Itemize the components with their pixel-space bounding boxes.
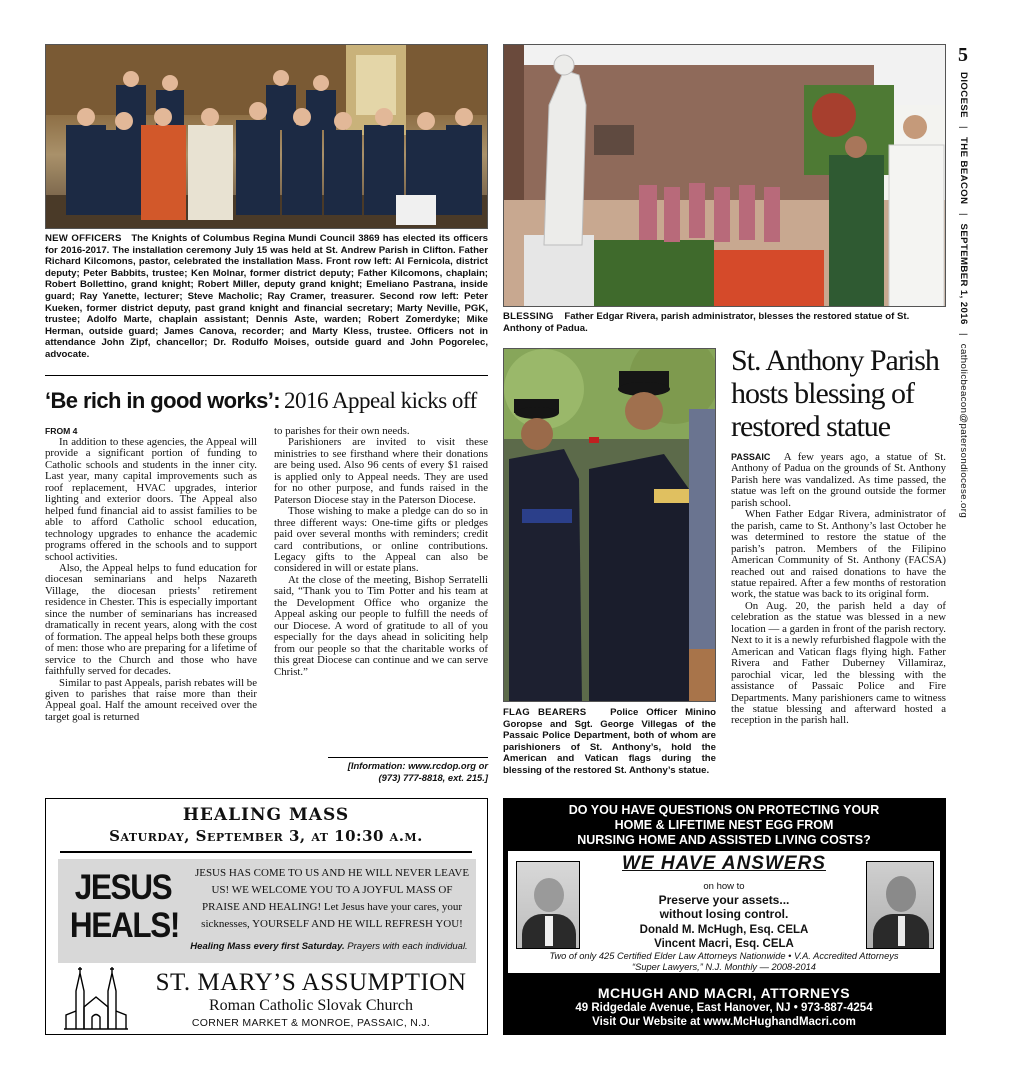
law-ad-question-line: HOME & LIFETIME NEST EGG FROM [614, 818, 834, 832]
appeal-jump-from: FROM 4 [45, 426, 78, 436]
flag-bearers-caption-text: Police Officer Minino Goropse and Sgt. George Villegas of the Passaic Police Department, both of whom are parishioners of St. Anthony’s, hold the American and Vatican flags during the blessing of the restored St. Anthony’s statue. [503, 707, 717, 776]
law-ad-question [504, 803, 944, 848]
blessing-photo-illustration [504, 45, 946, 307]
law-ad-names [588, 923, 860, 951]
law-ad-attorney-name: Donald M. McHugh, Esq. CELA [639, 924, 809, 936]
appeal-headline-bold: ‘Be rich in good works’: [45, 388, 280, 413]
appeal-paragraph: Similar to past Appeals, parish rebates will be given to parishes that raise more than their Appeal goal. Half the amount received over the target goal is returned [45, 676, 257, 723]
attorney-photo-macri [866, 861, 934, 949]
law-ad-panel [508, 851, 940, 973]
running-head-section: DIOCESE [958, 72, 969, 118]
healing-mass-panel [58, 859, 476, 963]
appeal-column-2 [274, 426, 488, 678]
statue-paragraph: A few years ago, a statue of St. Anthony of Padua on the grounds of St. Anthony Parish here was vandalized. As time passed, the statue was left on the ground outside the former parish school. [731, 451, 946, 509]
statue-headline-line: St. Anthony Parish [731, 344, 939, 377]
church-address: CORNER MARKET & MONROE, PASSAIC, N.J. [191, 1017, 431, 1029]
law-ad-preserve [588, 893, 860, 921]
page-number: 5 [958, 44, 968, 66]
healing-mass-ad [45, 798, 488, 1035]
law-ad-credentials-line: “Super Lawyers,” N.J. Monthly — 2008-2014 [632, 961, 816, 972]
jesus-heals-line: JESUS [74, 868, 172, 907]
running-head-email: catholicbeacon@patersondiocese.org [958, 343, 969, 519]
healing-mass-body: JESUS HAS COME TO US AND HE WILL NEVER LEAVE US! WE WELCOME YOU TO A JOYFUL MASS OF PRAISE AND HEALING! Let Jesus have your cares, your sicknesses, YOURSELF AND HE WILL REFRESH YOU! [194, 867, 470, 930]
blessing-photo [503, 44, 946, 307]
law-ad-preserve-line: Preserve your assets... [658, 893, 790, 907]
law-firm-ad [503, 798, 946, 1035]
appeal-headline [45, 384, 488, 421]
appeal-paragraph: Parishioners are invited to visit these ministries to see firsthand where their donations are being used. Also 96 cents of every $1 raised is applied only to Appeal needs. They are used for no other purpose, and funds raised in the Paterson Diocese stay in the Paterson Diocese. [274, 436, 488, 506]
healing-mass-rule [60, 851, 472, 853]
attorney-photo-mchugh [516, 861, 580, 949]
running-head [958, 72, 969, 518]
running-head-divider: | [958, 212, 969, 216]
law-ad-preserve-line: without losing control. [659, 907, 789, 921]
statue-headline-line: restored statue [731, 410, 891, 443]
appeal-headline-rest: 2016 Appeal kicks off [283, 388, 477, 413]
healing-mass-note [186, 941, 472, 952]
law-ad-answers: WE HAVE ANSWERS [622, 853, 826, 874]
law-ad-question-line: DO YOU HAVE QUESTIONS ON PROTECTING YOUR [568, 803, 880, 817]
healing-mass-date: Saturday, September 3, at 10:30 a.m. [109, 827, 423, 845]
jesus-heals-line: HEALS! [69, 906, 180, 945]
law-ad-attorney-name: Vincent Macri, Esq. CELA [654, 938, 794, 950]
jesus-heals-text [69, 868, 180, 945]
church-name: ST. MARY’S ASSUMPTION [155, 969, 467, 996]
blessing-caption [503, 311, 946, 334]
blessing-caption-label: BLESSING [503, 311, 554, 322]
church-subtitle: Roman Catholic Slovak Church [209, 997, 413, 1014]
running-head-publication: THE BEACON [958, 137, 969, 205]
appeal-paragraph-continued: to parishes for their own needs. [274, 425, 410, 437]
appeal-paragraph: Those wishing to make a pledge can do so in three different ways: One-time gifts or pledges paid over several months with reminders; credit card contributions, or online contributions. Legacy gifts to the Appeal can also be considered in will or estate plans. [274, 505, 488, 575]
statue-article [731, 452, 946, 727]
section-rule [45, 375, 488, 376]
officers-caption-text: The Knights of Columbus Regina Mundi Council 3869 has elected its officers for 2016-2017. The installation ceremony July 15 was held at St. Andrew Parish in Clifton. Father Richard Kilcomons, pastor, celebrated the installation Mass. Front row left: Al Fernicola, district deputy; Peter Babbits, trustee; Ken Molnar, former district deputy; Father Kilcomons, chaplain; Robert Bollettino, grand knight; Robert Miller, deputy grand knight; Emeliano Pastrana, inside guard; Ray Yanette, lecturer; Steve Macholic; Ray Cramer, treasurer. Second row left: Peter Kueken, former district deputy, past grand knight and financial secretary; Marty Neville, PGK, trustee; Adolfo Marte, chaplain assistant; Dennis Aste, warden; Robert Zomerdyke; Mike Herman, outside guard; James Canova, recorder; and Marty Kless, trustee. Officers not in attendance John Zipf, chancellor; Dr. Rodulfo Moises, outside guard and John Pogorelec, advocate. [45, 233, 488, 360]
officers-photo [45, 44, 488, 229]
statue-dateline: PASSAIC [731, 452, 771, 462]
healing-mass-note-rest: Prayers with each individual. [347, 941, 468, 952]
appeal-paragraph: Also, the Appeal helps to fund education for diocesan seminarians and helps Nazareth Village, the diocesan priests’ retirement residence in Chester. This is especially important since the number of seminarians has increased dramatically in recent years, along with the cost of formation. The appeal helps both these groups of men: those who are preparing for a lifetime of service to the Church and those who have faithfully served for decades. [45, 561, 257, 678]
law-ad-credentials-line: Two of only 425 Certified Elder Law Attorneys Nationwide • V.A. Accredited Attorneys [549, 951, 899, 961]
statue-paragraph: On Aug. 20, the parish held a day of celebration as the statue was blessed in a new location — a garden in front of the parish rectory. Next to it is a newly refurbished flagpole with the American and Vatican flags flying high. Father Rivera and Father Duberney Villamiraz, parochial vicar, led the blessing with the assistance of Passaic Police and Fire Departments. Many parishioners came to witness the statue blessing and afterward hosted a reception in the parish hall. [731, 599, 946, 727]
appeal-paragraph: In addition to these agencies, the Appeal will provide a significant portion of funding to Catholic schools and students in the inner city. Last year, many capital improvements such as roof replacement, HVAC upgrades, interior lighting and exterior doors. The Appeal also helped fund financial aid to assist families to be able to afford Catholic school education, technology upgrades to enhance the academic programs offered in the schools and to support school activities. [45, 436, 257, 563]
info-rule [328, 757, 488, 758]
healing-mass-note-bold: Healing Mass every first Saturday. [190, 941, 345, 952]
flag-bearers-photo-illustration [504, 349, 716, 702]
officers-caption [45, 233, 488, 361]
officers-photo-illustration [46, 45, 488, 229]
running-head-divider: | [958, 332, 969, 336]
healing-mass-title: HEALING MASS [182, 805, 350, 825]
law-ad-howto: on how to [703, 881, 745, 892]
appeal-info-line: [Information: www.rcdop.org or [347, 760, 488, 771]
statue-headline [731, 344, 946, 443]
running-head-divider: | [958, 126, 969, 129]
appeal-paragraph: At the close of the meeting, Bishop Serratelli said, “Thank you to Tim Potter and his team at the Development Office who organize the Appeal asking our people to fulfill the needs of our Diocese. A word of gratitude to all of you especially for the days ahead in soliciting help from our people so that the charitable works of this great Diocese can continue and we can serve Christ.” [274, 573, 488, 678]
flag-bearers-caption [503, 707, 716, 777]
law-ad-question-line: NURSING HOME AND ASSISTED LIVING COSTS? [577, 833, 871, 847]
law-ad-credentials [508, 951, 940, 972]
law-firm-address: 49 Ridgedale Avenue, East Hanover, NJ • 973-887-4254 [575, 1002, 873, 1014]
flag-bearers-photo [503, 348, 716, 702]
flag-bearers-caption-label: FLAG BEARERS [503, 707, 587, 718]
officers-caption-label: NEW OFFICERS [45, 233, 122, 244]
appeal-column-1 [45, 426, 257, 723]
running-head-date: SEPTEMBER 1, 2016 [958, 223, 969, 325]
appeal-info [300, 760, 488, 783]
statue-paragraph: When Father Edgar Rivera, administrator of the parish, came to St. Anthony’s last October he was determined to restore the statue of the parish’s patron. Members of the Filipino American Community of St. Anthony (FACSA) reached out and raised donations to have the statue repaired. After a few months of restoration work, the statue was back to its original form. [731, 508, 946, 601]
church-icon [60, 967, 132, 1031]
law-firm-name: MCHUGH AND MACRI, ATTORNEYS [597, 985, 851, 1001]
statue-headline-line: hosts blessing of [731, 377, 915, 410]
law-firm-website[interactable]: Visit Our Website at www.McHughandMacri.com [592, 1016, 856, 1028]
appeal-info-line: (973) 777-8818, ext. 215.] [378, 771, 488, 783]
blessing-caption-text: Father Edgar Rivera, parish administrator, blesses the restored statue of St. Anthony of Padua. [503, 311, 910, 334]
